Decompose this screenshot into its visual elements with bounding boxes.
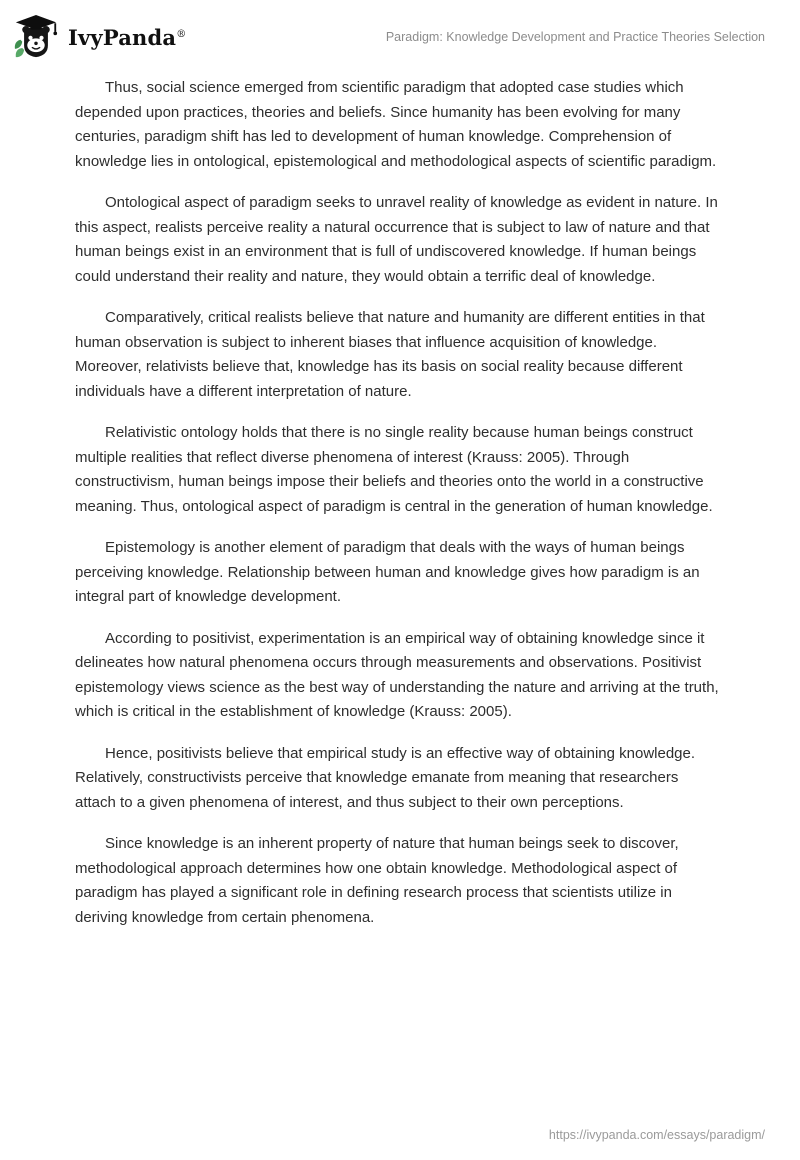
essay-paragraph: Thus, social science emerged from scientific paradigm that adopted case studies which depended upon practices, theories and beliefs. Since humanity has been evolving for many centuries, paradigm shift has led to development of human knowledge. Comprehension of knowledge lies in ontological, epistemological and methodological aspects of scientific paradigm. bbox=[75, 79, 717, 170]
source-url[interactable]: https://ivypanda.com/essays/paradigm/ bbox=[548, 1128, 765, 1142]
brand-name: IvyPanda® bbox=[68, 24, 187, 50]
essay-paragraph: Epistemology is another element of paradigm that deals with the ways of human beings perceiving knowledge. Relationship between human and knowledge gives how paradigm is an integral part of knowledge development. bbox=[75, 539, 700, 605]
ivypanda-brand[interactable] bbox=[14, 13, 186, 61]
essay-paragraph: Since knowledge is an inherent property of nature that human beings seek to discover, methodological approach determines how one obtain knowledge. Methodological aspect of paradigm has played a significant role in defining research process that scientists utilize in deriving knowledge from certain phenomena. bbox=[75, 835, 679, 926]
essay-body bbox=[0, 64, 800, 930]
essay-paragraph: Hence, positivists believe that empirical study is an effective way of obtaining knowledge. Relatively, constructivists perceive that knowledge emanate from meaning that researchers attach to a given phenomena of interest, and thus subject to their own perceptions. bbox=[75, 744, 696, 811]
page-header bbox=[0, 0, 800, 64]
registered-mark: ® bbox=[176, 28, 187, 40]
essay-paragraph: According to positivist, experimentation is an empirical way of obtaining knowledge since it delineates how natural phenomena occurs through measurements and observations. Positivist epistemology views science as the best way of understanding the nature and arriving at the truth, which is critical in the establishment of knowledge (Krauss: 2005). bbox=[75, 629, 719, 720]
essay-paragraph: Comparatively, critical realists believe that nature and humanity are different entities in that human observation is subject to inherent biases that influence acquisition of knowledge. Moreover, relativists believe that, knowledge has its basis on social reality because different individuals have a different interpretation of nature. bbox=[75, 309, 705, 400]
ivypanda-logo-icon bbox=[14, 13, 58, 61]
essay-paragraph: Relativistic ontology holds that there is no single reality because human beings construct multiple realities that reflect diverse phenomena of interest (Krauss: 2005). Through constructivism, human beings impose their beliefs and theories onto the world in a constructive meaning. Thus, ontological aspect of paradigm is central in the generation of human knowledge. bbox=[75, 424, 713, 515]
essay-paragraph: Ontological aspect of paradigm seeks to unravel reality of knowledge as evident in nature. In this aspect, realists perceive reality a natural occurrence that is subject to law of nature and that human beings exist in an environment that is full of undiscovered knowledge. If human beings could understand their reality and nature, they would obtain a terrific deal of knowledge. bbox=[75, 194, 718, 285]
document-title: Paradigm: Knowledge Development and Practice Theories Selection bbox=[385, 30, 765, 44]
